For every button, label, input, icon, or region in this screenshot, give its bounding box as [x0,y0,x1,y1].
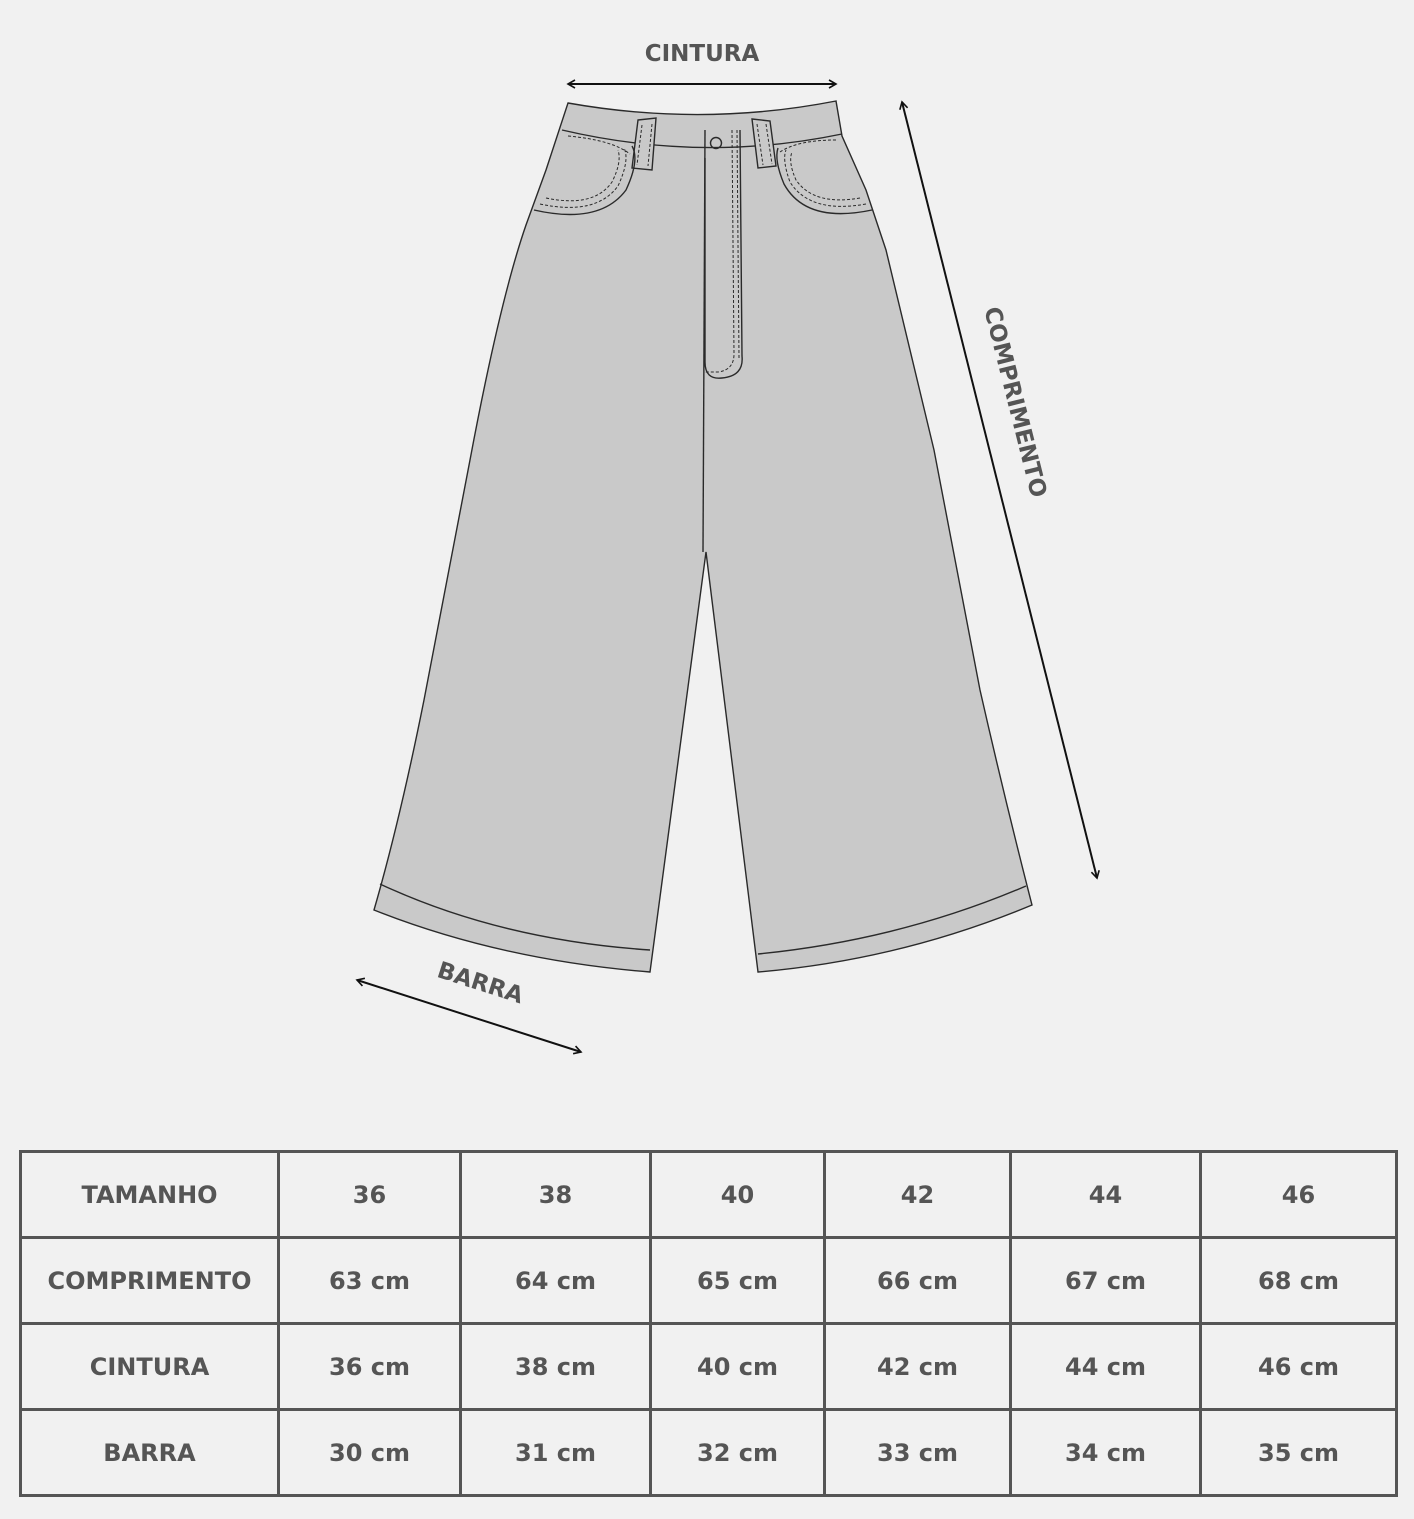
table-cell: 40 cm [651,1324,825,1410]
waist-label: CINTURA [644,41,760,67]
table-cell: 68 cm [1201,1238,1397,1324]
hem-label: BARRA [434,957,527,1010]
table-cell: 63 cm [279,1238,461,1324]
table-row [21,1152,1397,1238]
table-cell: 65 cm [651,1238,825,1324]
table-cell: 38 cm [461,1324,651,1410]
table-cell: 64 cm [461,1238,651,1324]
table-cell: 67 cm [1011,1238,1201,1324]
row-header: TAMANHO [21,1152,279,1238]
table-cell: 40 [651,1152,825,1238]
table-cell: 44 [1011,1152,1201,1238]
table-cell: 33 cm [825,1410,1011,1496]
table-row [21,1410,1397,1496]
table-cell: 35 cm [1201,1410,1397,1496]
table-cell: 42 cm [825,1324,1011,1410]
table-row [21,1238,1397,1324]
size-table [19,1150,1398,1497]
pants-drawing [374,101,1032,972]
table-cell: 30 cm [279,1410,461,1496]
table-cell: 44 cm [1011,1324,1201,1410]
table-cell: 46 cm [1201,1324,1397,1410]
table-cell: 36 [279,1152,461,1238]
row-header: COMPRIMENTO [21,1238,279,1324]
table-cell: 42 [825,1152,1011,1238]
row-header: CINTURA [21,1324,279,1410]
length-label: COMPRIMENTO [978,304,1052,501]
row-header: BARRA [21,1410,279,1496]
table-row [21,1324,1397,1410]
table-cell: 36 cm [279,1324,461,1410]
table-cell: 32 cm [651,1410,825,1496]
table-cell: 38 [461,1152,651,1238]
table-cell: 46 [1201,1152,1397,1238]
table-cell: 34 cm [1011,1410,1201,1496]
table-cell: 31 cm [461,1410,651,1496]
table-cell: 66 cm [825,1238,1011,1324]
